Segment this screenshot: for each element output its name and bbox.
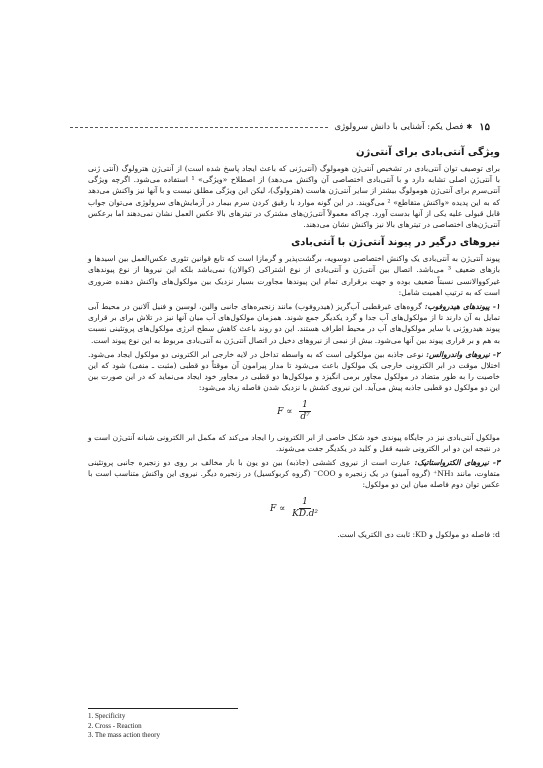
running-title: فصل یکم: آشنایی با دانش سرولوژی [334, 122, 464, 132]
main-content [88, 140, 500, 543]
formula-lhs: F ∝ [277, 406, 293, 417]
star-bullet-icon: ✱ [466, 123, 473, 131]
footnote: 2. Cross - Reaction [88, 721, 142, 730]
paragraph: پیوند آنتی‌ژن به آنتی‌بادی یک واکنش اختصاصی دوسویه، برگشت‌پذیر و گرمازا است که تابع قوانین تئوری عکس‌العمل بین اسیدها و بازهای ضعیف ³ می‌باشد. اتصال بین آنتی‌ژن و آنتی‌بادی از نوع اشتراکی (کوالان) نمی‌باشد بلکه این نیروها از نوع پیوندهای غیرکووالانسی نسبتاً ضعیف بوده و جهت برقراری تمام این پیوندها مجاورت بسیار نزدیک بین مولکول‌های واکنش دهنده ضروری است که به ترتیب اهمیت شامل: [88, 254, 500, 297]
running-header [70, 120, 490, 134]
footnote: 3. The mass action theory [88, 731, 160, 739]
footnote: 1. Specificity [88, 712, 126, 720]
formula-denominator: KD.d² [292, 508, 318, 519]
list-item [88, 349, 500, 394]
formula-fraction [292, 497, 318, 520]
formula-electrostatic [88, 497, 500, 523]
page-number: ۱۵ [479, 121, 490, 133]
paragraph: d: فاصله دو مولکول و KD: ثابت دی الکتریک است. [337, 529, 500, 539]
list-item [88, 301, 500, 346]
section-title-specificity: ویژگی آنتی‌بادی برای آنتی‌ژن [356, 147, 500, 158]
item-text: گروه‌های غیرقطبی آب‌گریز (هیدروفوب) مانند زنجیره‌های جانبی والین، لوسین و فنیل آلانین در محیط آبی تمایل به آن دارند تا از مولکول‌های آب جدا و گرد یکدیگر جمع شوند. همزمان مولکول‌های آب میان آنها نیز در تلاش برای بر قراری پیوند هیدروژنی با سایر مولکول‌های آب در محیط اطراف هستند. این دو روند باعث کاهش سطح انرژی مولکول‌های پروتئینی نسبت به هم و بر قراری پیوند بین آنها می‌شود. بیش از نیمی از نیروهای دخیل در اتصال آنتی‌ژن به آنتی‌بادی مربوط به این نوع پیوند است. [88, 302, 500, 345]
section-title-forces: نیروهای درگیر در پیوند آنتی‌ژن با آنتی‌بادی [291, 237, 500, 249]
footnotes [88, 708, 500, 741]
list-item [88, 457, 500, 491]
paragraph: برای توصیف توان آنتی‌بادی در تشخیص آنتی‌ژن هومولوگ (آنتی‌ژنی که باعث ایجاد پاسخ شده است) از آنتی‌ژن هترولوگ (آنتی ژنی با آنتی‌ژن اصلی تشابه دارد و با آنتی‌بادی اختصاصی آن واکنش می‌دهد) از اصطلاح «ویژگی» ¹ استفاده می‌شود. اگرچه ویژگی آنتی‌سرم برای آنتی‌ژن هومولوگ بیشتر از سایر آنتی‌ژن هاست (هترولوگ)، لیکن این ویژگی مطلق نیست و با آنها نیز واکنش می‌دهد که به این پدیده «واکنش متقاطع» ² می‌گویند. در این گونه موارد با رقیق کردن سرم بیمار در آزمایش‌های سرولوژی می‌توان جواب قابل قبولی علیه یکی از آنها بدست آورد. چراکه معمولاً آنتی‌ژن‌های مشترک در تیترهای بالا عکس العمل نشان نمی‌دهند اما برعکس آنتی‌ژن‌های اختصاصی در تیترهای بالا نیز واکنش نشان می‌دهند. [88, 164, 501, 230]
formula-numerator: 1 [299, 400, 311, 412]
paragraph: مولکول آنتی‌بادی نیز در جایگاه پیوندی خود شکل خاصی از ابر الکترونی را ایجاد می‌کند که مکمل ابر الکترونی شبانه آنتی‌ژن است و در نتیجه این دو ابر الکترونی شبیه قفل و کلید در یکدیگر جفت می‌شوند. [88, 432, 500, 453]
item-label: ۳- نیروهای الکترواستاتیک: [414, 458, 501, 468]
formula-fraction [299, 400, 311, 423]
item-label: ۲- نیروهای واندروالس: [426, 349, 500, 359]
formula-lhs: F ∝ [270, 503, 286, 514]
formula-vanderwaals [88, 400, 500, 426]
formula-denominator: d⁷ [300, 411, 310, 422]
header-rule [70, 127, 328, 128]
item-text: نوعی جاذبه بین مولکولی است که به واسطه تداخل در لایه خارجی ابر الکترونی دو مولکول ایجاد می‌شود. اختلال موقت در ابر الکترونی خارجی یک مولکول باعث می‌شود تا مدار پیرامون آن موقتاً دو قطبی (مثبت ـ منفی) شود که این خاصیت را به طور متضاد در مولکول مجاور برمی انگیزد و مولکول‌ها دو قطبی در مجاور خود ایجاد می‌نماید که در این صورت بین این دو مولکول دو قطبی جاذبه پیش می‌آید. این نیروی کشش با نزدیک شدن فاصله زیاد می‌شود: [88, 349, 500, 393]
footnote-rule [88, 708, 238, 709]
item-label: ۱- پیوندهای هیدروفوب: [424, 302, 500, 312]
item-text: عبارت است از نیروی کششی (جاذبه) بین دو یون با بار مخالف بر روی دو زنجیره جانبی پروتئینی متفاوت، مانند NH₃⁺ (گروه آمینو) در یک زنجیره و COO⁻ (گروه کربوکسیل) در زنجیره دیگر. نیروی این واکنش متناسب است با عکس توان دوم فاصله میان این دو مولکول: [88, 458, 500, 490]
formula-numerator: 1 [299, 497, 311, 509]
